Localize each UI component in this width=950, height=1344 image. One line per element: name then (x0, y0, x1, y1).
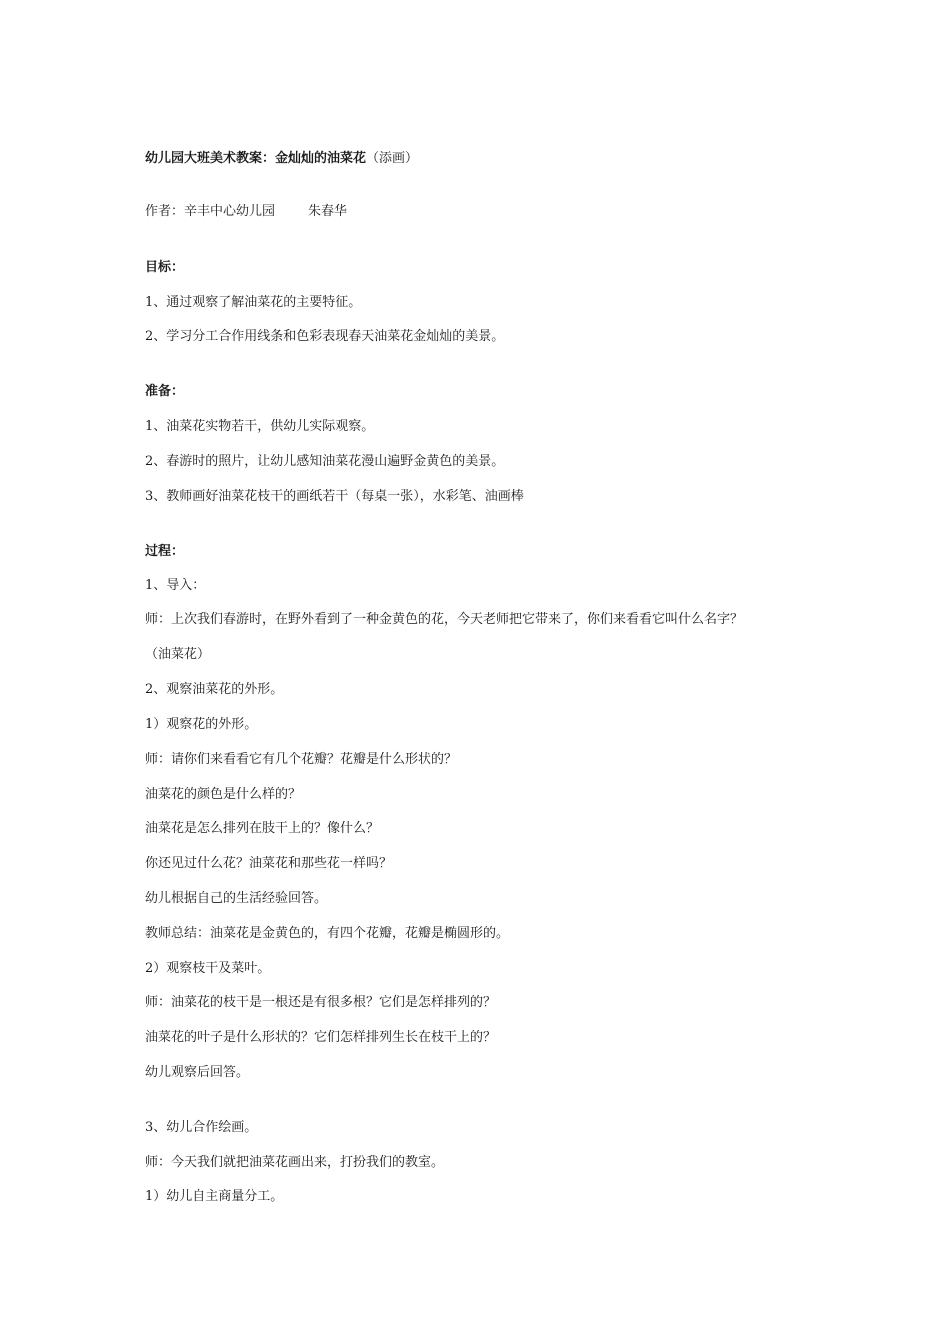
process-line: 师：油菜花的枝干是一根还是有很多根？它们是怎样排列的？ (145, 995, 497, 1010)
process-line: 你还见过什么花？油菜花和那些花一样吗？ (145, 856, 393, 871)
process-heading: 过程： (145, 544, 185, 559)
process-line: 师：上次我们春游时，在野外看到了一种金黄色的花，今天老师把它带来了，你们来看看它叫什么名字？ (145, 612, 744, 627)
prep-item: 1、油菜花实物若干，供幼儿实际观察。 (145, 419, 375, 434)
process-line: 师：请你们来看看它有几个花瓣？花瓣是什么形状的？ (145, 752, 458, 767)
author-name: 朱春华 (308, 204, 348, 219)
document-title (145, 150, 418, 168)
process-line: 1）幼儿自主商量分工。 (145, 1189, 284, 1204)
process-line: 幼儿根据自己的生活经验回答。 (145, 891, 328, 906)
goals-heading: 目标： (145, 260, 185, 275)
process-line: 2）观察枝干及菜叶。 (145, 961, 271, 976)
process-line: 3、幼儿合作绘画。 (145, 1120, 258, 1135)
process-line: 油菜花的颜色是什么样的？ (145, 787, 302, 802)
process-line: 师：今天我们就把油菜花画出来，打扮我们的教室。 (145, 1155, 445, 1170)
process-line: 油菜花是怎么排列在肢干上的？像什么？ (145, 821, 380, 836)
process-line: 1、导入： (145, 578, 206, 593)
process-line: 幼儿观察后回答。 (145, 1065, 250, 1080)
process-line: 油菜花的叶子是什么形状的？它们怎样排列生长在枝干上的？ (145, 1030, 497, 1045)
title-main: 幼儿园大班美术教案：金灿灿的油菜花 (145, 151, 367, 166)
title-suffix: （添画） (366, 151, 419, 166)
process-line: （油菜花） (145, 647, 211, 662)
prep-item: 3、教师画好油菜花枝干的画纸若干（每桌一张），水彩笔、油画棒 (145, 489, 524, 504)
process-line: 1）观察花的外形。 (145, 717, 258, 732)
prep-heading: 准备： (145, 384, 185, 399)
process-line: 2、观察油菜花的外形。 (145, 682, 284, 697)
process-line: 教师总结：油菜花是金黄色的，有四个花瓣，花瓣是椭圆形的。 (145, 926, 510, 941)
author-label: 作者：辛丰中心幼儿园 (145, 204, 276, 219)
author-line (145, 203, 347, 221)
goal-item: 1、通过观察了解油菜花的主要特征。 (145, 295, 362, 310)
prep-item: 2、春游时的照片，让幼儿感知油菜花漫山遍野金黄色的美景。 (145, 454, 505, 469)
goal-item: 2、学习分工合作用线条和色彩表现春天油菜花金灿灿的美景。 (145, 329, 505, 344)
